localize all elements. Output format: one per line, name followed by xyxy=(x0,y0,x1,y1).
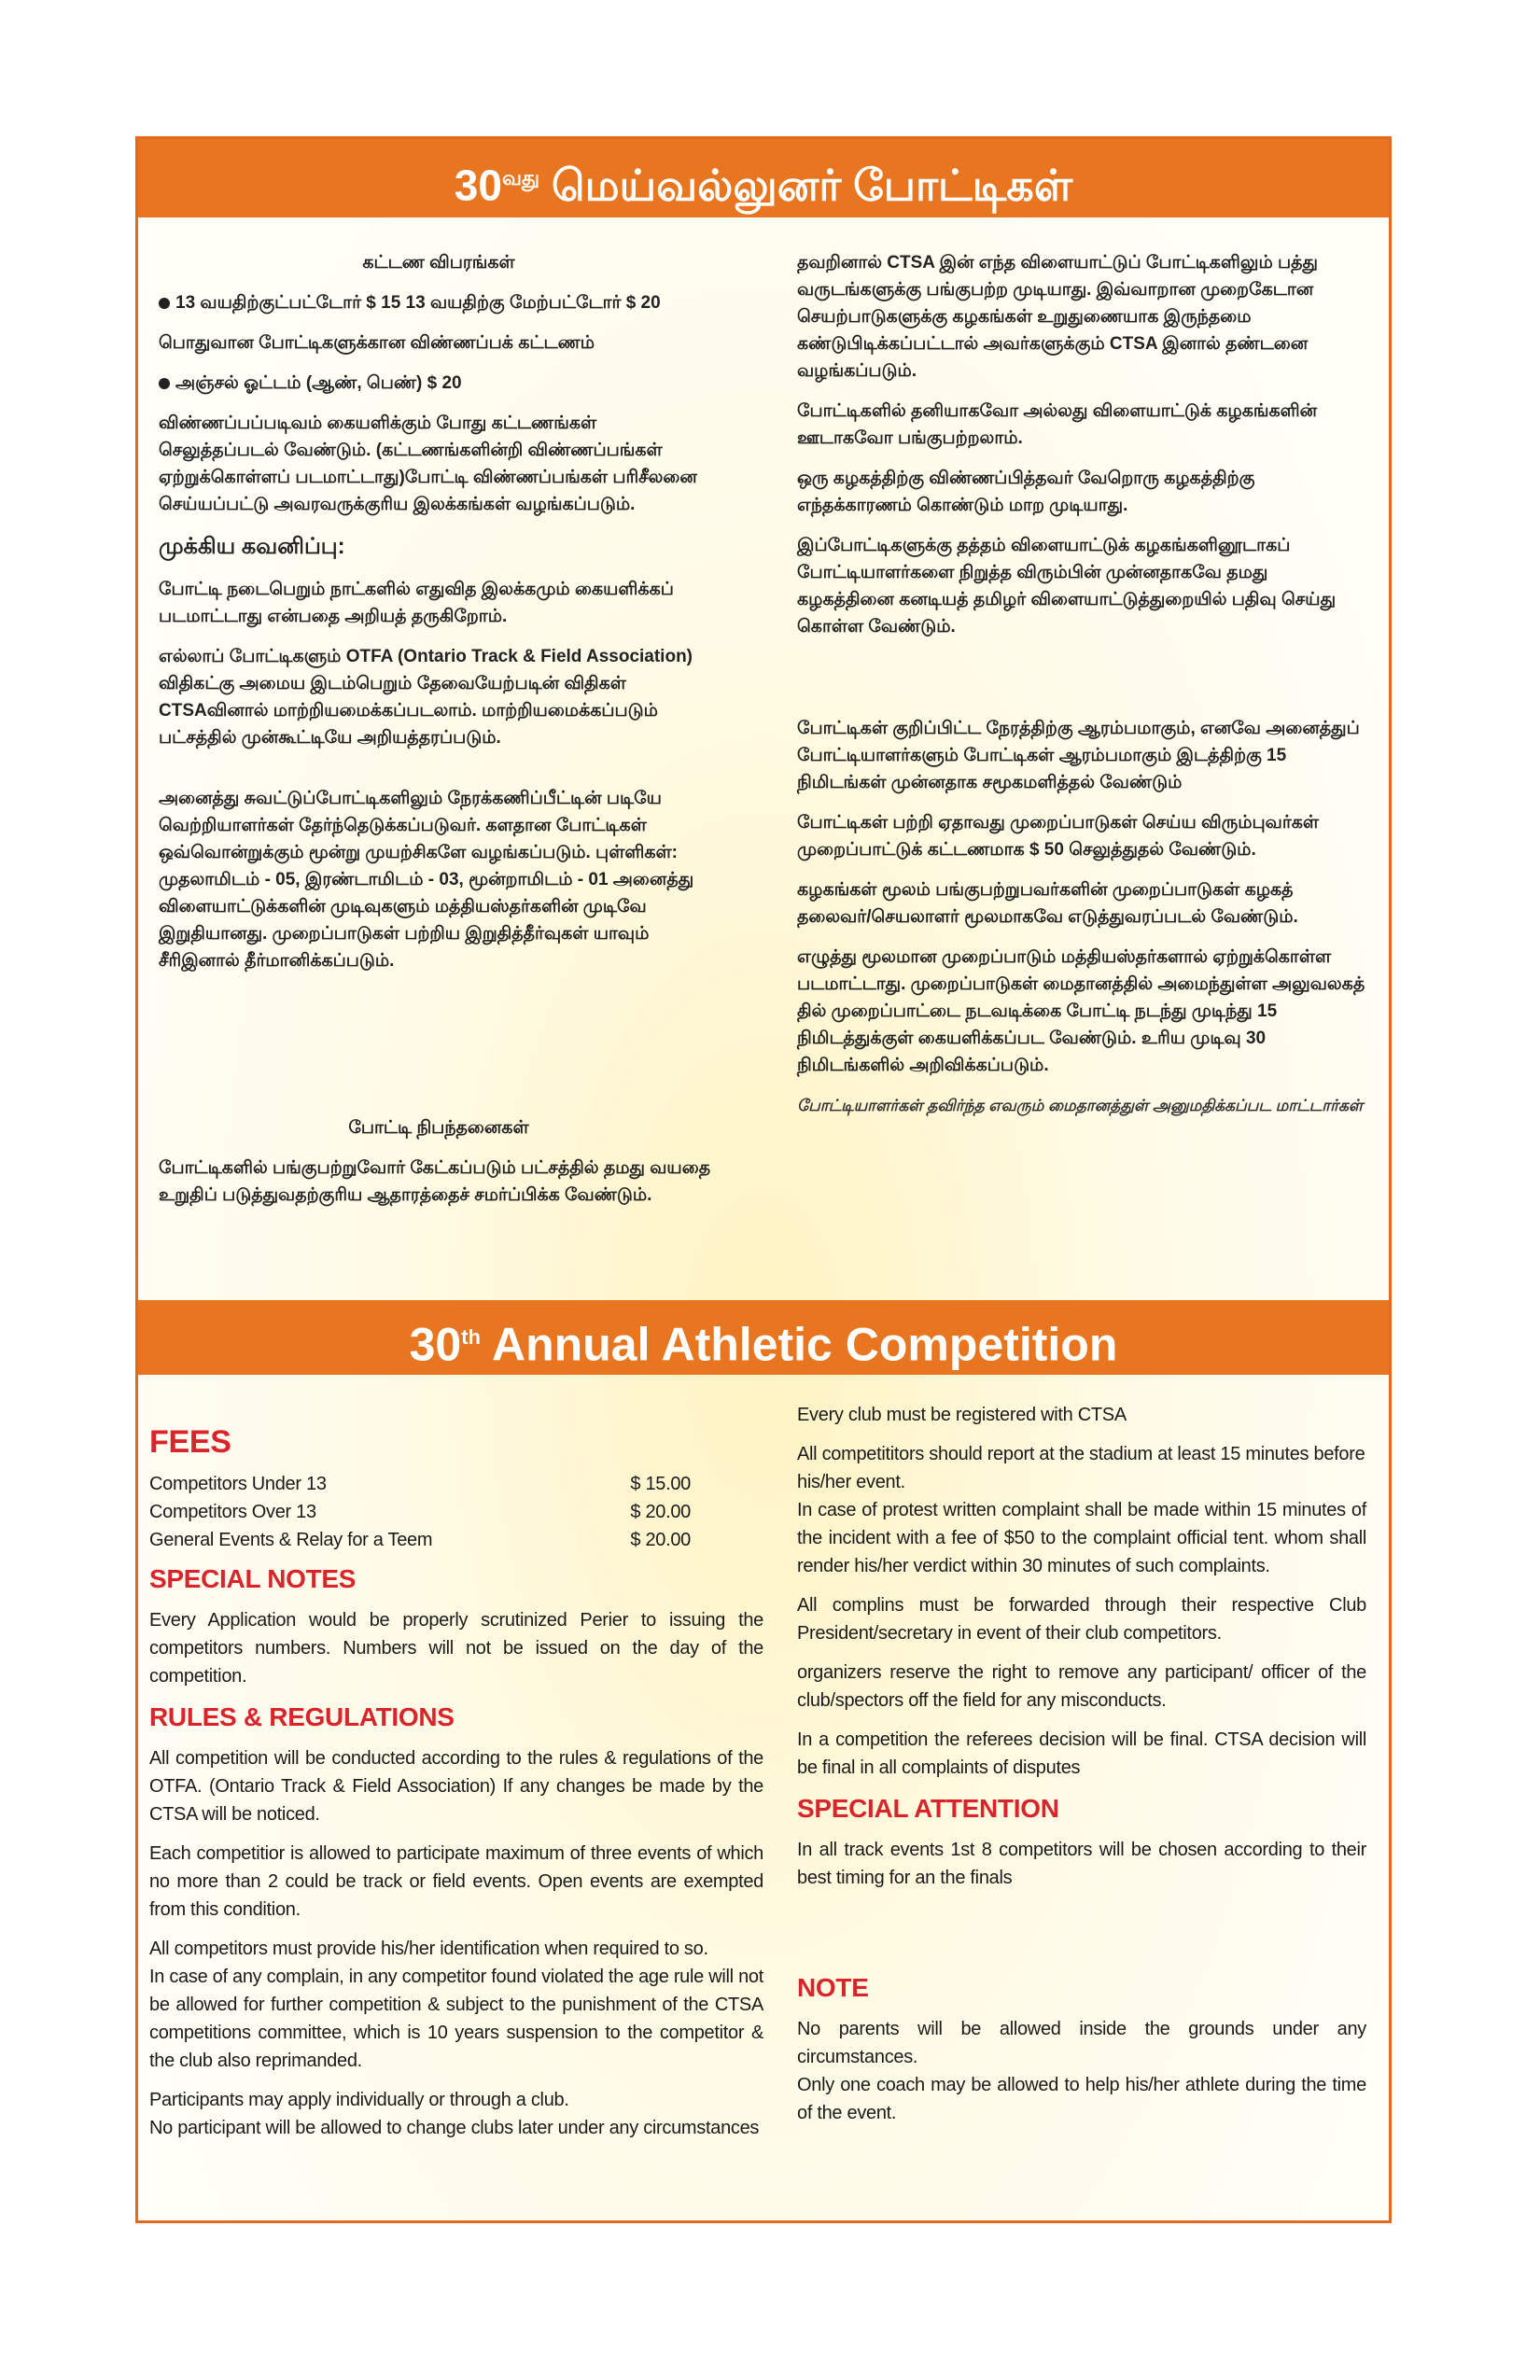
tamil-right-p8: எழுத்து மூலமான முறைப்பாடும் மத்தியஸ்தர்களால் ஏற்றுக்கொள்ள படமாட்டாது. முறைப்பாடுகள் மைதானத்தில் அமைந்துள்ள அலுவலகத் தில் முறைப்பாட்டை நடவடிக்கை போட்டி நடந்து முடிந்து 15 நிமிடத்துக்குள் கையளிக்கப்பட வேண்டும். உரிய முடிவு 30 நிமிடங்களில் அறிவிக்கப்படும். xyxy=(797,947,1365,1075)
fee-row xyxy=(149,1470,691,1498)
fee-amount: $ 20.00 xyxy=(630,1530,691,1550)
tamil-fees-text: 13 வயதிற்குட்பட்டோர் $ 15 13 வயதிற்கு மேற்பட்டோர் $ 20 xyxy=(175,293,661,313)
report-time-text: All competititors should report at the stadium at least 15 minutes before his/her event. xyxy=(797,1444,1365,1492)
tamil-right-p4: இப்போட்டிகளுக்கு தத்தம் விளையாட்டுக் கழகங்களினூடாகப் போட்டியாளர்களை நிறுத்த விரும்பின் முன்னதாகவே தமது கழகத்தினை கனடியத் தமிழர் விளையாட்டுத்துறையில் பதிவு செய்து கொள்ள வேண்டும். xyxy=(797,536,1337,637)
tamil-rules-heading: போட்டி நிபந்தனைகள் xyxy=(348,1118,529,1138)
bullet-icon xyxy=(159,298,170,309)
tamil-general-heading: பொதுவான போட்டிகளுக்கான விண்ணப்பக் கட்டணம் xyxy=(159,333,595,353)
tamil-relay-text: அஞ்சல் ஓட்டம் (ஆண், பெண்) $ 20 xyxy=(175,373,462,393)
special-notes-text: Every Application would be properly scrutinized Perier to issuing the competitors numbers. Numbers will not be issued on the day of the competition. xyxy=(149,1610,763,1687)
fees-table xyxy=(149,1470,763,1554)
tamil-notice-heading: முக்கிய கவனிப்பு: xyxy=(159,534,345,559)
note-paragraph-2: Only one coach may be allowed to help his/her athlete during the time of the event. xyxy=(797,2075,1366,2123)
english-title-suffix: th xyxy=(461,1325,481,1349)
tamil-right-p6: போட்டிகள் பற்றி ஏதாவது முறைப்பாடுகள் செய்ய விரும்புவர்கள் முறைப்பாட்டுக் கட்டணமாக $ 50 செலுத்துதல் வேண்டும். xyxy=(797,813,1320,860)
tamil-events-paragraph: அனைத்து சுவட்டுப்போட்டிகளிலும் நேரக்கணிப்பீட்டின் படியே வெற்றியாளர்கள் தேர்ந்தெடுக்கப்படுவர். களதான போட்டிகள் ஒவ்வொன்றுக்கும் மூன்று முயற்சிகளே வழங்கப்படும். புள்ளிகள்: முதலாமிடம் - 05, இரண்டாமிடம் - 03, மூன்றாமிடம் - 01 அனைத்து விளையாட்டுக்களின் முடிவுகளும் மத்தியஸ்தர்களின் முடிவே இறுதியானது. முறைப்பாடுகள் பற்றிய இறுதித்தீர்வுகள் யாவும் சீரிஇனால் தீர்மானிக்கப்படும். xyxy=(159,789,694,971)
rules-paragraph-5: Participants may apply individually or through a club. xyxy=(149,2090,569,2110)
tamil-relay-line xyxy=(159,370,719,397)
tamil-left-column xyxy=(159,249,719,1222)
complaints-text: All complins must be forwarded through their respective Club President/secretary in event of their club competitors. xyxy=(797,1595,1366,1644)
tamil-fees-line xyxy=(159,289,719,316)
fee-amount: $ 15.00 xyxy=(630,1474,691,1494)
english-title-number: 30 xyxy=(409,1318,462,1371)
rules-paragraph-6: No participant will be allowed to change clubs later under any circumstances xyxy=(149,2118,760,2138)
rules-paragraph-3: All competitors must provide his/her identification when required to so. xyxy=(149,1939,708,1959)
organizers-text: organizers reserve the right to remove any participant/ officer of the club/spectors off the field for any misconducts. xyxy=(797,1662,1366,1711)
tamil-right-p3: ஒரு கழகத்திற்கு விண்ணப்பித்தவர் வேறொரு கழகத்திற்கு எந்தக்காரணம் கொண்டும் மாற முடியாது. xyxy=(797,469,1255,515)
flyer-frame xyxy=(135,136,1392,2223)
fee-label: Competitors Over 13 xyxy=(149,1502,316,1522)
rules-heading: RULES & REGULATIONS xyxy=(149,1702,455,1731)
tamil-fee-paragraph: விண்ணப்பப்படிவம் கையளிக்கும் போது கட்டணங்கள் செலுத்தப்படல் வேண்டும். (கட்டணங்களின்றி விண்ணப்பங்கள் ஏற்றுக்கொள்ளப் படமாட்டாது)போட்டி விண்ணப்பங்கள் பரிசீலனை செய்யப்பட்டு அவரவருக்குரிய இலக்கங்கள் வழங்கப்படும். xyxy=(159,413,697,514)
tamil-fees-heading: கட்டண விபரங்கள் xyxy=(362,253,515,273)
fees-heading: FEES xyxy=(149,1424,231,1460)
tamil-title-banner xyxy=(138,139,1389,217)
note-heading: NOTE xyxy=(797,1973,869,2002)
special-attention-text: In all track events 1st 8 competitors will be chosen according to their best timing for an the finals xyxy=(797,1840,1366,1888)
protest-text: In case of protest written complaint shall be made within 15 minutes of the incident with a fee of $50 to the complaint official tent. whom shall render his/her verdict within 30 minutes of such complaints. xyxy=(797,1500,1366,1576)
rules-paragraph-4: In case of any complain, in any competitor found violated the age rule will not be allowed for further competition & subject to the punishment of the CTSA competitions committee, which is 10 years suspension to the competitor & the club also reprimanded. xyxy=(149,1967,763,2071)
tamil-otfa-paragraph: எல்லாப் போட்டிகளும் OTFA (Ontario Track & Field Association) விதிகட்கு அமைய இடம்பெறும் தேவையேற்படின் விதிகள் CTSAவினால் மாற்றியமைக்கப்படலாம். மாற்றியமைக்கப்படும் பட்சத்தில் முன்கூட்டியே அறியத்தரப்படும். xyxy=(159,647,693,748)
special-notes-heading: SPECIAL NOTES xyxy=(149,1564,357,1593)
special-attention-heading: SPECIAL ATTENTION xyxy=(797,1794,1059,1823)
tamil-right-p2: போட்டிகளில் தனியாகவோ அல்லது விளையாட்டுக் கழகங்களின் ஊடாகவோ பங்குபற்றலாம். xyxy=(797,401,1318,448)
club-registration-text: Every club must be registered with CTSA xyxy=(797,1405,1127,1425)
rules-paragraph-2: Each competitior is allowed to participate maximum of three events of which no more than 2 could be track or field events. Open events are exempted from this condition. xyxy=(149,1843,763,1920)
referees-text: In a competition the referees decision will be final. CTSA decision will be final in all complaints of disputes xyxy=(797,1729,1366,1778)
tamil-signature-line: போட்டியாளர்கள் தவிர்ந்த எவரும் மைதானத்துள் அனுமதிக்கப்பட மாட்டார்கள் xyxy=(797,1097,1364,1114)
fee-row xyxy=(149,1526,691,1554)
fee-row xyxy=(149,1498,691,1526)
tamil-title-text: மெய்வல்லுனர் போட்டிகள் xyxy=(539,161,1073,210)
tamil-notice-paragraph: போட்டி நடைபெறும் நாட்களில் எதுவித இலக்கமும் கையளிக்கப் படமாட்டாது என்பதை அறியத் தருகிறோம். xyxy=(159,580,674,626)
english-left-column xyxy=(149,1425,763,2142)
note-paragraph-1: No parents will be allowed inside the grounds under any circumstances. xyxy=(797,2019,1366,2067)
tamil-title-number: 30 xyxy=(454,161,502,210)
tamil-rules-paragraph: போட்டிகளில் பங்குபற்றுவோர் கேட்கப்படும் பட்சத்தில் தமது வயதை உறுதிப் படுத்துவதற்குரிய ஆதாரத்தைச் சமர்ப்பிக்க வேண்டும். xyxy=(159,1158,711,1205)
english-title-text: Annual Athletic Competition xyxy=(481,1318,1118,1371)
tamil-title-suffix: வது xyxy=(501,166,540,189)
english-title-banner xyxy=(138,1300,1389,1375)
fee-label: Competitors Under 13 xyxy=(149,1474,327,1494)
english-right-column xyxy=(797,1401,1366,2127)
rules-paragraph-1: All competition will be conducted according to the rules & regulations of the OTFA. (Ontario Track & Field Association) If any changes be made by the CTSA will be noticed. xyxy=(149,1748,763,1825)
bullet-icon xyxy=(159,378,170,389)
fee-amount: $ 20.00 xyxy=(630,1502,691,1522)
fee-label: General Events & Relay for a Teem xyxy=(149,1530,433,1550)
tamil-right-column xyxy=(797,249,1366,1132)
tamil-right-p7: கழகங்கள் மூலம் பங்குபற்றுபவர்களின் முறைப்பாடுகள் கழகத் தலைவர்/செயலாளர் மூலமாகவே எடுத்துவரப்படல் வேண்டும். xyxy=(797,880,1298,927)
tamil-right-p1: தவறினால் CTSA இன் எந்த விளையாட்டுப் போட்டிகளிலும் பத்து வருடங்களுக்கு பங்குபற்ற முடியாது. இவ்வாறான முறைகேடான செயற்பாடுகளுக்கு கழகங்கள் உறுதுணையாக இருந்தமை கண்டுபிடிக்கப்பட்டால் அவர்களுக்கும் CTSA இனால் தண்டனை வழங்கப்படும். xyxy=(797,253,1319,381)
tamil-right-p5: போட்டிகள் குறிப்பிட்ட நேரத்திற்கு ஆரம்பமாகும், எனவே அனைத்துப் போட்டியாளர்களும் போட்டிகள் ஆரம்பமாகும் இடத்திற்கு 15 நிமிடங்கள் முன்னதாக சமூகமளித்தல் வேண்டும் xyxy=(797,719,1360,792)
